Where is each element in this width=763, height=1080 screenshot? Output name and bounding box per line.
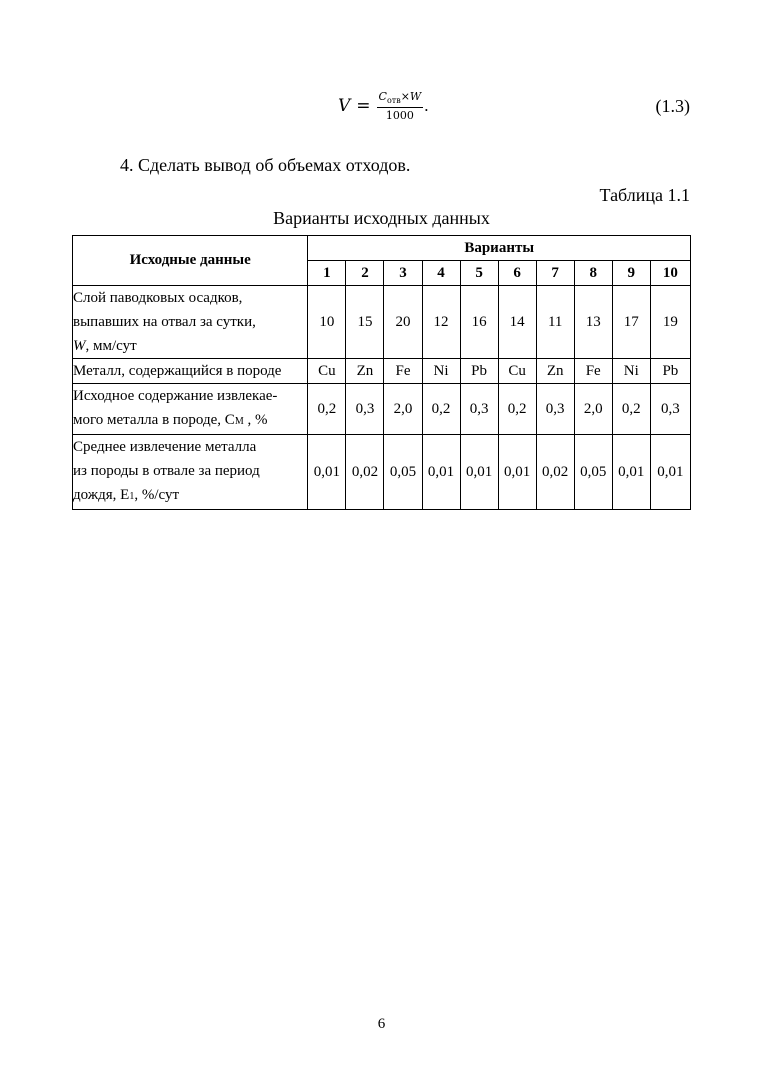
formula-lhs: V bbox=[338, 96, 351, 116]
variant-number: 1 bbox=[308, 261, 346, 286]
page-number: 6 bbox=[377, 1016, 386, 1032]
table-cell: 13 bbox=[574, 286, 612, 359]
variant-number: 7 bbox=[536, 261, 574, 286]
table-cell: 0,01 bbox=[612, 435, 650, 510]
variant-number: 5 bbox=[460, 261, 498, 286]
table-cell: 0,3 bbox=[650, 384, 690, 435]
table-cell: 0,3 bbox=[346, 384, 384, 435]
row-label: Металл, содержащийся в породе bbox=[73, 359, 308, 384]
table-cell: Cu bbox=[308, 359, 346, 384]
table-header-row bbox=[73, 236, 691, 261]
table-cell: 2,0 bbox=[574, 384, 612, 435]
table-cell: 20 bbox=[384, 286, 422, 359]
variant-number: 6 bbox=[498, 261, 536, 286]
table-cell: 15 bbox=[346, 286, 384, 359]
variant-number: 4 bbox=[422, 261, 460, 286]
table-cell: 0,05 bbox=[384, 435, 422, 510]
table-cell: 19 bbox=[650, 286, 690, 359]
table-cell: 0,2 bbox=[308, 384, 346, 435]
table-cell: 0,02 bbox=[536, 435, 574, 510]
table-cell: 14 bbox=[498, 286, 536, 359]
table-cell: 0,01 bbox=[422, 435, 460, 510]
row-label: Среднее извлечение металла из породы в отвале за период дождя, Е1, %/сут bbox=[73, 435, 308, 510]
table-cell: 0,3 bbox=[536, 384, 574, 435]
table-title: Варианты исходных данных bbox=[273, 208, 490, 228]
table-cell: 0,2 bbox=[422, 384, 460, 435]
table-cell: Ni bbox=[422, 359, 460, 384]
variants-table bbox=[72, 235, 691, 510]
table-cell: 0,3 bbox=[460, 384, 498, 435]
table-cell: 0,01 bbox=[308, 435, 346, 510]
equation-number: (1.3) bbox=[655, 96, 690, 116]
variant-number: 10 bbox=[650, 261, 690, 286]
table-cell: 10 bbox=[308, 286, 346, 359]
variant-number: 3 bbox=[384, 261, 422, 286]
table-cell: Fe bbox=[574, 359, 612, 384]
header-initial-data: Исходные данные bbox=[73, 236, 308, 286]
table-row bbox=[73, 435, 691, 510]
formula-period: . bbox=[424, 96, 429, 115]
table-cell: 0,05 bbox=[574, 435, 612, 510]
table-cell: 0,01 bbox=[460, 435, 498, 510]
table-cell: Pb bbox=[650, 359, 690, 384]
table-cell: 0,2 bbox=[498, 384, 536, 435]
variant-number: 8 bbox=[574, 261, 612, 286]
table-cell: 16 bbox=[460, 286, 498, 359]
table-cell: 12 bbox=[422, 286, 460, 359]
formula-numerator: $C_{отв}\times W$ bbox=[378, 90, 422, 106]
formula-denominator: 1000 bbox=[385, 108, 414, 122]
table-cell: Fe bbox=[384, 359, 422, 384]
table-cell: 0,2 bbox=[612, 384, 650, 435]
formula-equals: = bbox=[356, 96, 371, 116]
table-cell: Cu bbox=[498, 359, 536, 384]
table-cell: 2,0 bbox=[384, 384, 422, 435]
formula bbox=[338, 88, 428, 124]
table-cell: Zn bbox=[346, 359, 384, 384]
table-row bbox=[73, 384, 691, 435]
header-variants: Варианты bbox=[308, 236, 691, 261]
table-cell: 0,02 bbox=[346, 435, 384, 510]
table-cell: 0,01 bbox=[498, 435, 536, 510]
table-cell: Zn bbox=[536, 359, 574, 384]
table-row bbox=[73, 359, 691, 384]
table-cell: Ni bbox=[612, 359, 650, 384]
table-row bbox=[73, 286, 691, 359]
step-item: 4. Сделать вывод об объемах отходов. bbox=[120, 155, 411, 175]
variant-number: 2 bbox=[346, 261, 384, 286]
row-label: Слой паводковых осадков, выпавших на отвал за сутки, W, мм/сут bbox=[73, 286, 308, 359]
row-label: Исходное содержание извлекае- мого металла в породе, СМ , % bbox=[73, 384, 308, 435]
variant-number: 9 bbox=[612, 261, 650, 286]
table-caption: Таблица 1.1 bbox=[599, 185, 690, 205]
formula-fraction bbox=[377, 90, 424, 121]
table-cell: 0,01 bbox=[650, 435, 690, 510]
table-cell: 11 bbox=[536, 286, 574, 359]
formula-block bbox=[0, 88, 763, 132]
table-cell: 17 bbox=[612, 286, 650, 359]
table-cell: Pb bbox=[460, 359, 498, 384]
